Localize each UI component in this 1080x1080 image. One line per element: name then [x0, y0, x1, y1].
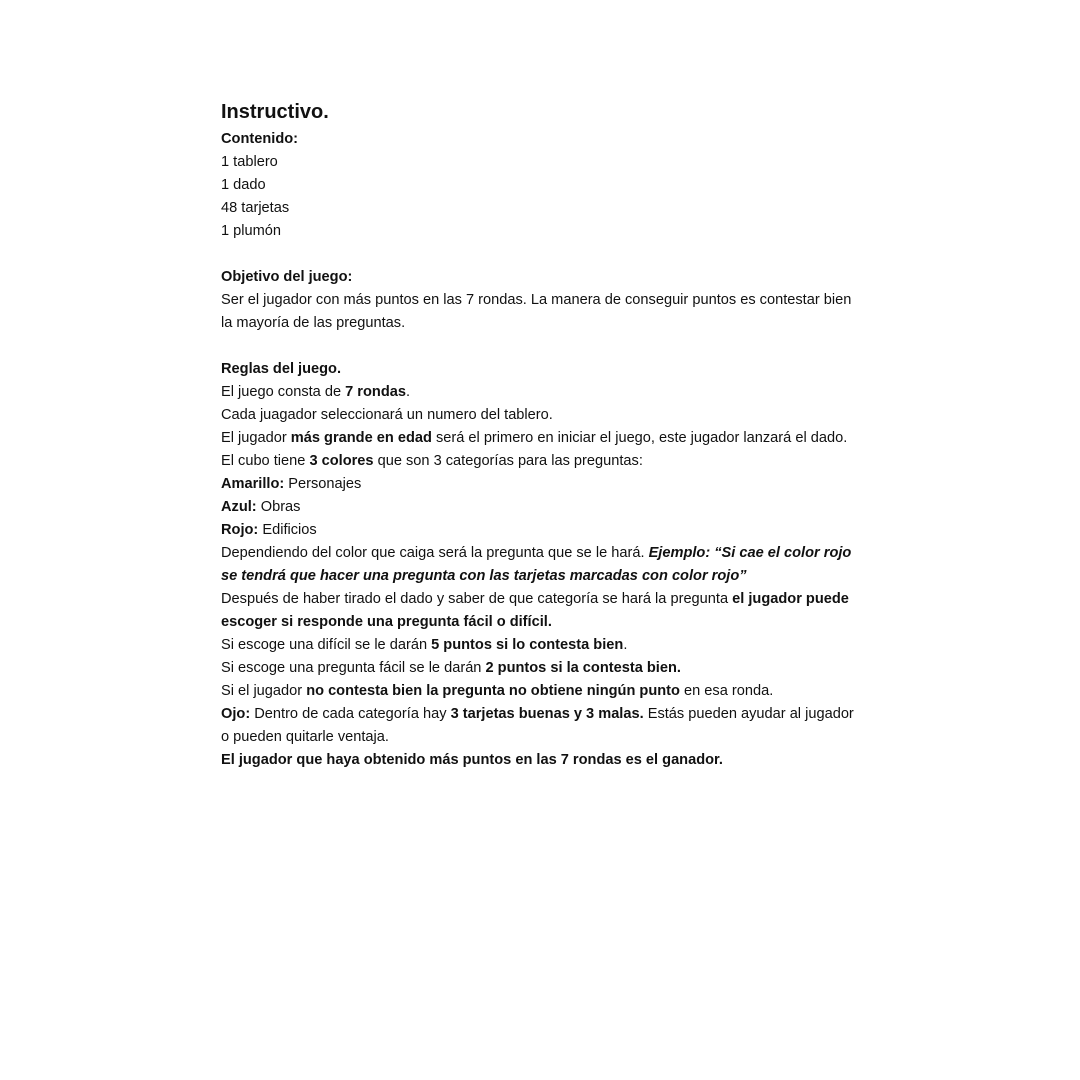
category-red: Rojo: Edificios — [221, 522, 317, 538]
rule-select-number: Cada juagador seleccionará un numero del tablero. — [221, 407, 553, 423]
contents-item: 1 dado — [221, 177, 266, 193]
contents-item: 48 tarjetas — [221, 200, 290, 216]
section-gap — [221, 243, 861, 266]
rule-color-question: Dependiendo del color que caiga será la pregunta que se le hará. Ejemplo: “Si cae el color rojo — [221, 545, 852, 561]
instructions-document — [221, 100, 861, 772]
section-gap — [221, 335, 861, 358]
objective-heading: Objetivo del juego: — [221, 269, 353, 285]
document-title: Instructivo. — [221, 101, 329, 123]
rule-hard-points: Si escoge una difícil se le darán 5 puntos si lo contesta bien. — [221, 637, 628, 653]
contents-item: 1 tablero — [221, 154, 278, 170]
category-blue: Azul: Obras — [221, 499, 301, 515]
rule-choose-difficulty: Después de haber tirado el dado y saber de que categoría se hará la pregunta el jugador puede — [221, 591, 849, 607]
rule-good-bad-cards-cont: o pueden quitarle ventaja. — [221, 729, 389, 745]
rule-no-points: Si el jugador no contesta bien la pregunta no obtiene ningún punto en esa ronda. — [221, 683, 774, 699]
contents-heading: Contenido: — [221, 131, 299, 147]
objective-text-line: Ser el jugador con más puntos en las 7 rondas. La manera de conseguir puntos es contestar bien — [221, 292, 852, 308]
contents-item: 1 plumón — [221, 223, 282, 239]
rule-first-player: El jugador más grande en edad será el primero en iniciar el juego, este jugador lanzará el dado. — [221, 430, 848, 446]
rule-winner: El jugador que haya obtenido más puntos en las 7 rondas es el ganador. — [221, 752, 723, 768]
rule-choose-difficulty-cont: escoger si responde una pregunta fácil o difícil. — [221, 614, 552, 630]
rule-color-example: se tendrá que hacer una pregunta con las tarjetas marcadas con color rojo” — [221, 568, 747, 584]
objective-text-line: la mayoría de las preguntas. — [221, 315, 406, 331]
rule-cube-colors: El cubo tiene 3 colores que son 3 categorías para las preguntas: — [221, 453, 643, 469]
rule-good-bad-cards: Ojo: Dentro de cada categoría hay 3 tarjetas buenas y 3 malas. Estás pueden ayudar al jugador — [221, 706, 854, 722]
category-yellow: Amarillo: Personajes — [221, 476, 362, 492]
rule-easy-points: Si escoge una pregunta fácil se le darán 2 puntos si la contesta bien. — [221, 660, 681, 676]
rule-rounds: El juego consta de 7 rondas. — [221, 384, 411, 400]
rules-heading: Reglas del juego. — [221, 361, 342, 377]
